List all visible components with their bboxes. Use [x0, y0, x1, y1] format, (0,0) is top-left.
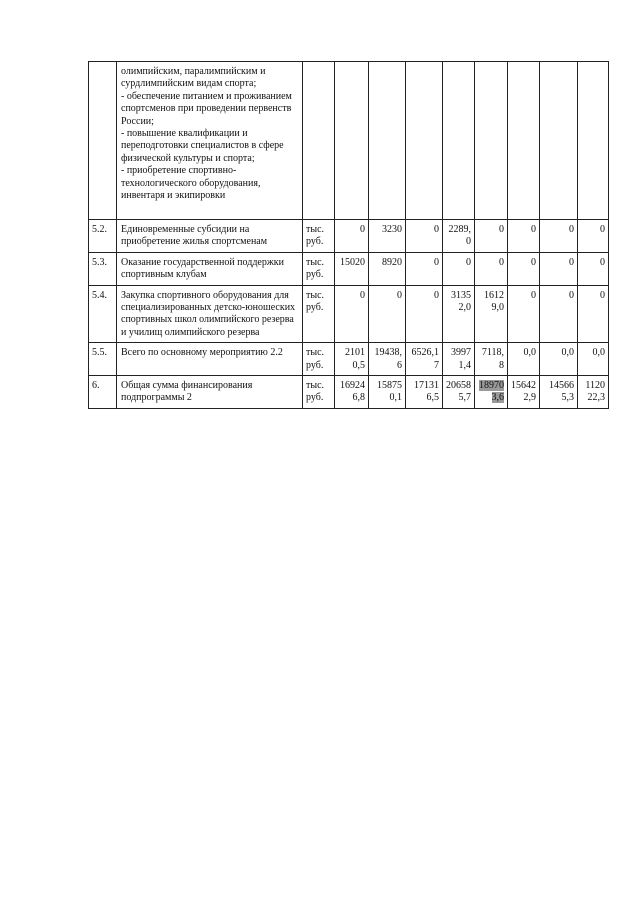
- value-cell: 2289,0: [443, 220, 475, 253]
- value-cell: 0: [508, 285, 540, 343]
- row-number: 5.2.: [89, 220, 117, 253]
- unit-cell: тыс. руб.: [303, 285, 335, 343]
- value-cell: 0: [508, 220, 540, 253]
- value-cell: 145665,3: [540, 376, 578, 409]
- value-cell: 15020: [335, 252, 369, 285]
- value-cell: 0,0: [540, 343, 578, 376]
- measure-name: Закупка спортивного оборудования для специализированных детско-юношеских спортивных школ олимпийского резерва и училищ олимпийского резерва: [117, 285, 303, 343]
- value-cell: 0: [369, 285, 406, 343]
- value-cell: [335, 62, 369, 220]
- measure-name: Оказание государственной поддержки спортивным клубам: [117, 252, 303, 285]
- value-cell: [443, 62, 475, 220]
- measure-name: Всего по основному мероприятию 2.2: [117, 343, 303, 376]
- value-cell: 0: [475, 252, 508, 285]
- unit-cell: тыс. руб.: [303, 252, 335, 285]
- row-number: 5.3.: [89, 252, 117, 285]
- unit-cell: тыс. руб.: [303, 343, 335, 376]
- value-cell: 39971,4: [443, 343, 475, 376]
- measure-name: Общая сумма финансирования подпрограммы 2: [117, 376, 303, 409]
- value-cell: 158750,1: [369, 376, 406, 409]
- row-number: [89, 62, 117, 220]
- unit-cell: тыс. руб.: [303, 376, 335, 409]
- value-cell: 0: [540, 220, 578, 253]
- unit-cell: тыс. руб.: [303, 220, 335, 253]
- value-cell: [540, 62, 578, 220]
- value-cell: 16129,0: [475, 285, 508, 343]
- row-number: 6.: [89, 376, 117, 409]
- row-number: 5.4.: [89, 285, 117, 343]
- value-cell: 0,0: [578, 343, 609, 376]
- value-cell: 6526,17: [406, 343, 443, 376]
- value-cell: 171316,5: [406, 376, 443, 409]
- value-cell: 19438,6: [369, 343, 406, 376]
- value-cell: 0,0: [508, 343, 540, 376]
- value-cell: 0: [508, 252, 540, 285]
- table-row: [89, 376, 609, 409]
- value-cell: 156422,9: [508, 376, 540, 409]
- measure-name: Единовременные субсидии на приобретение жилья спортсменам: [117, 220, 303, 253]
- value-cell: 7118,8: [475, 343, 508, 376]
- table-row: [89, 220, 609, 253]
- value-cell: 21010,5: [335, 343, 369, 376]
- value-cell: [475, 376, 508, 409]
- value-cell: 169246,8: [335, 376, 369, 409]
- value-cell: 0: [406, 252, 443, 285]
- value-cell: 0: [443, 252, 475, 285]
- value-cell: [578, 62, 609, 220]
- value-cell: 31352,0: [443, 285, 475, 343]
- value-cell: 3230: [369, 220, 406, 253]
- value-cell: [406, 62, 443, 220]
- table-row: [89, 343, 609, 376]
- value-cell: [475, 62, 508, 220]
- value-cell: 0: [578, 252, 609, 285]
- value-cell: 0: [578, 285, 609, 343]
- value-cell: 0: [335, 220, 369, 253]
- unit-cell: [303, 62, 335, 220]
- value-cell: 0: [540, 285, 578, 343]
- value-cell: 8920: [369, 252, 406, 285]
- value-cell: 0: [406, 220, 443, 253]
- table-row: [89, 285, 609, 343]
- value-cell: [508, 62, 540, 220]
- financing-table: [88, 61, 609, 409]
- value-cell: 206585,7: [443, 376, 475, 409]
- value-cell: 112022,3: [578, 376, 609, 409]
- value-cell: 0: [406, 285, 443, 343]
- table-row: [89, 252, 609, 285]
- measure-name: олимпийским, паралимпийским и сурдлимпийским видам спорта; - обеспечение питанием и проживанием спортсменов при проведении первенств России; - повышение квалификации и переподготовки специалистов в сфере физической культуры и спорта; - приобретение спортивно-технологического оборудования, инвентаря и экипировки: [117, 62, 303, 220]
- value-cell: 0: [540, 252, 578, 285]
- row-number: 5.5.: [89, 343, 117, 376]
- value-cell: 0: [475, 220, 508, 253]
- value-cell: 0: [335, 285, 369, 343]
- highlighted-value: 189703,6: [479, 380, 504, 404]
- table-row: [89, 62, 609, 220]
- value-cell: [369, 62, 406, 220]
- value-cell: 0: [578, 220, 609, 253]
